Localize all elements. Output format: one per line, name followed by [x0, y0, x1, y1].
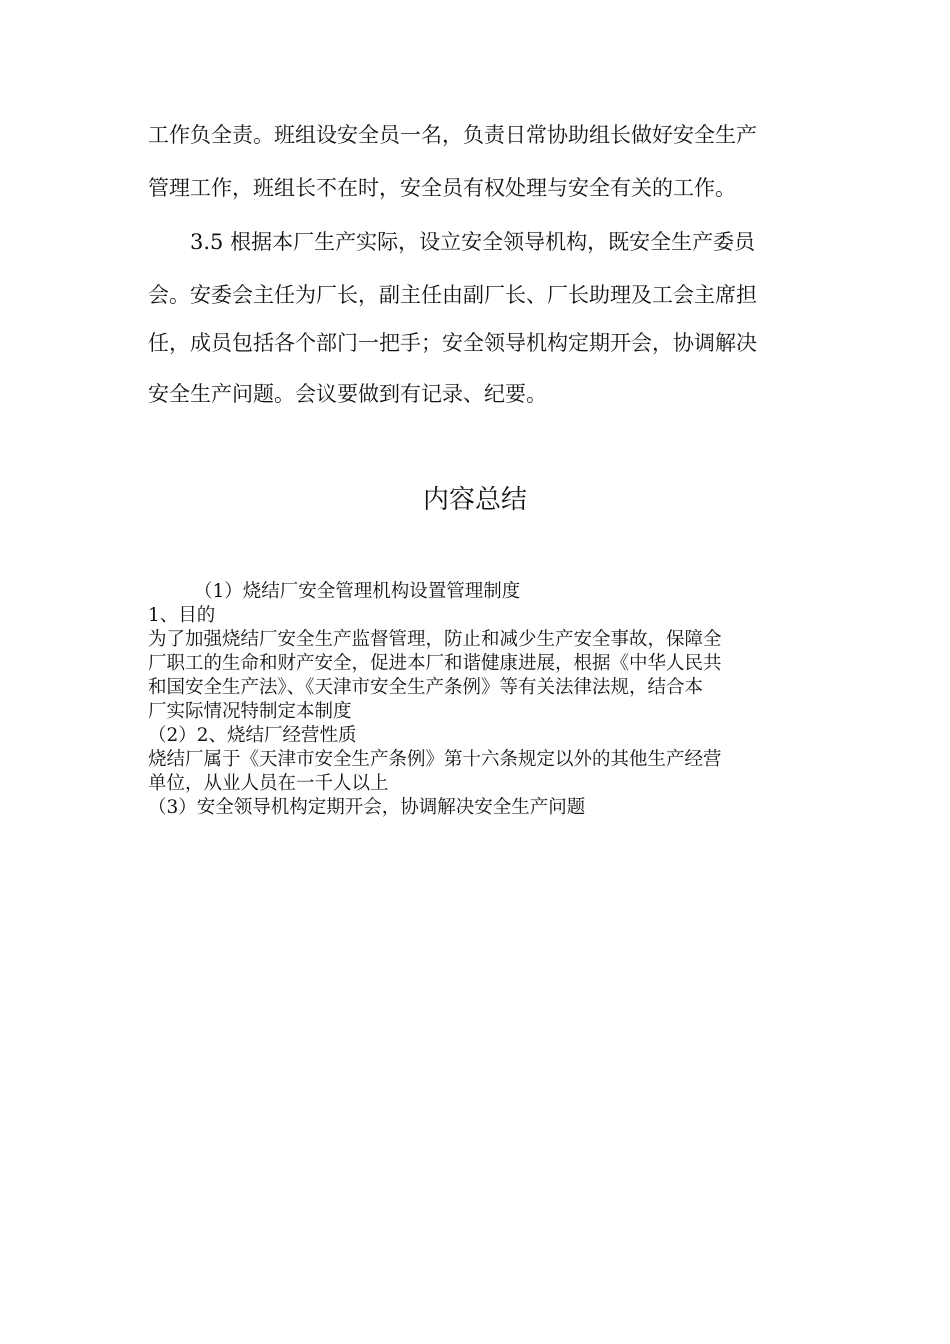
summary-block	[148, 580, 808, 820]
body-line: 会。安委会主任为厂长，副主任由副厂长、厂长助理及工会主席担	[148, 283, 757, 307]
summary-line: 厂职工的生命和财产安全，促进本厂和谐健康进展，根据《中华人民共	[148, 653, 722, 674]
body-line: 安全生产问题。会议要做到有记录、纪要。	[148, 382, 547, 406]
summary-line: 1、目的	[148, 605, 216, 626]
body-line: 管理工作，班组长不在时，安全员有权处理与安全有关的工作。	[148, 176, 736, 200]
summary-title: 内容总结	[422, 485, 527, 515]
body-line: 3.5 根据本厂生产实际，设立安全领导机构，既安全生产委员	[190, 230, 756, 254]
body-line: 工作负全责。班组设安全员一名，负责日常协助组长做好安全生产	[148, 123, 757, 147]
summary-line: 单位，从业人员在一千人以上	[148, 773, 389, 794]
summary-line: 和国安全生产法》、《天津市安全生产条例》等有关法律法规，结合本	[148, 677, 704, 698]
body-line: 任，成员包括各个部门一把手；安全领导机构定期开会，协调解决	[148, 331, 757, 355]
summary-line: （3）安全领导机构定期开会，协调解决安全生产问题	[148, 797, 586, 818]
summary-line: （1）烧结厂安全管理机构设置管理制度	[194, 581, 521, 602]
summary-line: 为了加强烧结厂安全生产监督管理，防止和减少生产安全事故，保障全	[148, 629, 722, 650]
summary-line: 烧结厂属于《天津市安全生产条例》第十六条规定以外的其他生产经营	[148, 749, 722, 770]
summary-line: （2）2、烧结厂经营性质	[148, 725, 357, 746]
summary-line: 厂实际情况特制定本制度	[148, 701, 352, 722]
